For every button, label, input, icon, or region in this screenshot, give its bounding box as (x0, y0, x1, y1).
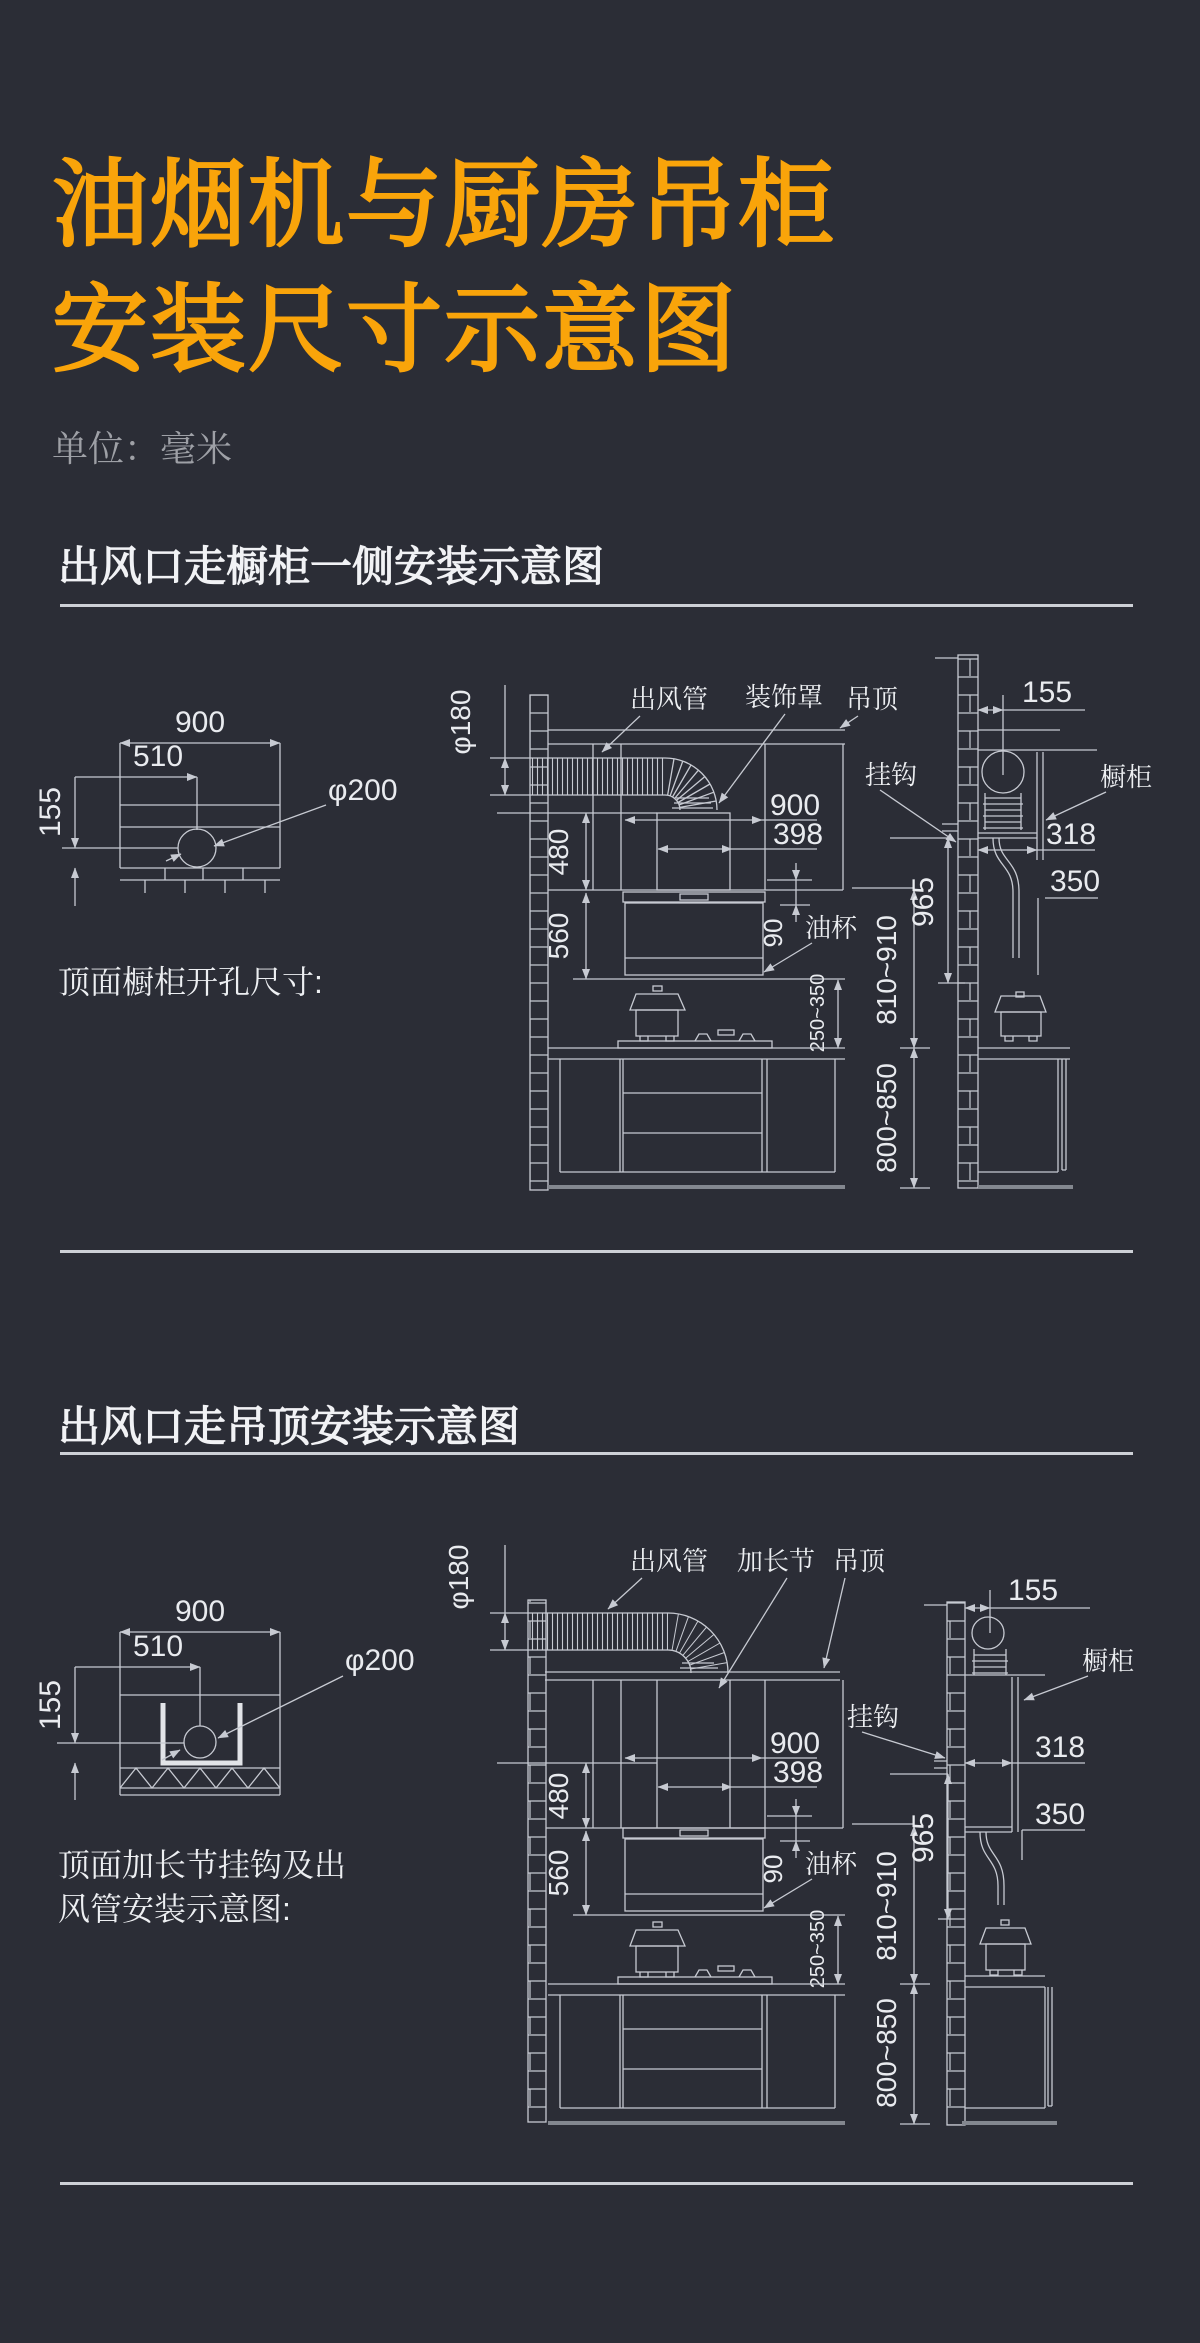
ceiling-line (545, 1672, 840, 1680)
hook-label: 挂钩 (847, 1702, 900, 1732)
hook-leader (862, 1732, 945, 1758)
section2-heading: 出风口走吊顶安装示意图 (58, 1403, 521, 1450)
ceiling-label: 吊顶 (833, 1546, 886, 1576)
cabinet-leader (1024, 1676, 1088, 1700)
dim-318: 318 (1046, 818, 1097, 851)
side-pot-lid (980, 1928, 1031, 1944)
duct-label: 出风管 (630, 1546, 709, 1576)
cover-label: 装饰罩 (745, 682, 824, 712)
phi200-leader (214, 805, 326, 846)
dim-155: 155 (1022, 676, 1073, 709)
dim-90: 90 (758, 1854, 788, 1884)
burner-cap (718, 1030, 734, 1035)
dim-90: 90 (758, 918, 788, 948)
dim-900: 900 (174, 706, 226, 739)
pot-feet (640, 1972, 674, 1977)
front-elevation-1 (445, 682, 965, 1190)
vent-hole (184, 1726, 216, 1758)
section2-caption-line1: 顶面加长节挂钩及出 (58, 1847, 347, 1883)
phi180-ext-lines (490, 685, 530, 795)
dim-398: 398 (773, 1756, 824, 1789)
oil-cup-label: 油杯 (805, 1849, 858, 1879)
hood-body (625, 903, 763, 975)
page-title-line2: 安装尺寸示意图 (52, 277, 738, 384)
dim-155: 155 (34, 786, 67, 838)
duct-label: 出风管 (630, 684, 709, 714)
side-pot-body (986, 1944, 1025, 1970)
hood-vent-handle (680, 894, 708, 900)
section2-caption-line2: 风管安装示意图: (58, 1891, 291, 1928)
dim-800-850: 800~850 (871, 1063, 902, 1173)
side-pot-lid-handle (1001, 1920, 1009, 1925)
section-divider (60, 1250, 1133, 1253)
wall-section-side (947, 1602, 965, 2125)
section1-drawing (34, 640, 1200, 1200)
dim-800-850: 800~850 (871, 1998, 902, 2108)
hook-mark (934, 1761, 947, 1768)
dim-560: 560 (543, 1849, 574, 1897)
duct-cross-section (972, 1617, 1004, 1649)
unit-label: 单位：毫米 (52, 428, 233, 469)
side-detail-2 (924, 1574, 1134, 2125)
side-countertop (965, 1976, 1045, 1987)
pot-lid-handle (653, 1922, 662, 1927)
countertop (548, 1048, 845, 1059)
dim-900: 900 (770, 1727, 821, 1760)
ceiling-leader (824, 1578, 845, 1668)
phi200-arrow2 (166, 854, 181, 861)
dim-810-910: 810~910 (871, 1851, 902, 1961)
dim-560: 560 (543, 912, 574, 960)
dim-250-350: 250~350 (807, 973, 829, 1053)
duct-rings (983, 793, 1023, 830)
hook-mark (942, 824, 958, 831)
cooktop (618, 1041, 772, 1048)
pot-body (636, 1010, 678, 1036)
dim-900: 900 (770, 789, 821, 822)
dim-965: 965 (907, 1812, 940, 1864)
dim-350: 350 (1050, 865, 1101, 898)
dim-phi200: φ200 (328, 774, 398, 807)
decorative-cover (657, 813, 730, 890)
dim350-lines (1038, 898, 1098, 975)
ceiling-line (548, 730, 845, 744)
side-pot-feet (1005, 1036, 1037, 1041)
page-title-line1: 油烟机与厨房吊柜 (52, 152, 836, 259)
side-base-cabinet (965, 1987, 1052, 2108)
dim-480: 480 (543, 1772, 574, 1820)
dim-510: 510 (132, 740, 184, 773)
side-pot-lid (995, 996, 1046, 1012)
dim-350: 350 (1035, 1798, 1086, 1831)
pot-lid (630, 994, 685, 1010)
side-cabinet (965, 1675, 1045, 1832)
dim-398: 398 (773, 818, 824, 851)
dim350-lines (1022, 1830, 1085, 1860)
hole-diagram-1 (34, 706, 398, 906)
vent-hole (178, 829, 216, 867)
dim-318: 318 (1035, 1731, 1086, 1764)
cabinet-leader (1046, 792, 1106, 820)
base-cabinet (560, 1059, 835, 1172)
countertop (548, 1984, 845, 1995)
dim-phi180: φ180 (443, 1544, 474, 1610)
dim90-ticks (767, 880, 812, 905)
pot-body (636, 1946, 678, 1972)
section1-caption: 顶面橱柜开孔尺寸: (58, 964, 323, 1000)
dim-480: 480 (543, 828, 574, 876)
dim-810-910: 810~910 (871, 915, 902, 1025)
dim-965: 965 (907, 876, 940, 928)
front-elevation-2 (443, 1545, 965, 2124)
dim-155: 155 (1008, 1574, 1059, 1607)
wall-section-side (958, 655, 978, 1188)
hook-leader (880, 790, 956, 842)
hood-side-profile (993, 838, 1019, 958)
cooktop (618, 1977, 772, 1984)
section1-heading: 出风口走橱柜一侧安装示意图 (58, 543, 605, 590)
duct-leader (608, 1578, 642, 1609)
section1-heading-rule (60, 604, 1133, 607)
burner-cap (718, 1966, 734, 1971)
hood-side-profile (980, 1832, 1004, 1905)
phi180-ext-lines (490, 1545, 528, 1650)
dim-900: 900 (174, 1595, 226, 1628)
section2-caption (58, 1843, 346, 1931)
base-cabinet (560, 1995, 835, 2108)
dim-phi200: φ200 (345, 1644, 415, 1677)
side-base-cabinet (978, 1059, 1066, 1172)
cabinet-label: 橱柜 (1100, 762, 1153, 792)
oil-cup-label: 油杯 (805, 913, 858, 943)
hood-body (625, 1839, 763, 1911)
hole-diagram-2 (34, 1595, 415, 1800)
side-countertop (978, 1048, 1070, 1059)
duct-rings (972, 1649, 1008, 1675)
cabinet-label: 橱柜 (1082, 1646, 1135, 1676)
hood-vent-handle (680, 1830, 708, 1836)
side-pot-body (1001, 1012, 1041, 1036)
ceiling-label: 吊顶 (846, 684, 899, 714)
pot-lid (630, 1930, 685, 1946)
flex-duct (530, 758, 665, 795)
pot-feet (640, 1036, 674, 1041)
dim-155: 155 (34, 1679, 67, 1731)
hook-label: 挂钩 (865, 760, 918, 790)
dim-510: 510 (132, 1630, 184, 1663)
extension-label: 加长节 (737, 1546, 816, 1576)
dim-phi180: φ180 (445, 689, 476, 755)
side-detail-1 (935, 655, 1152, 1188)
section2-heading-rule (60, 1452, 1133, 1455)
pot-lid-handle (653, 986, 662, 991)
ceiling-hatch (120, 1768, 280, 1795)
bottom-divider (60, 2182, 1133, 2185)
ceiling-leader (840, 716, 858, 728)
dim-250-350: 250~350 (807, 1909, 829, 1989)
front-edge-hatch (120, 868, 280, 893)
side-pot-feet (990, 1970, 1022, 1975)
flex-duct (528, 1613, 668, 1650)
